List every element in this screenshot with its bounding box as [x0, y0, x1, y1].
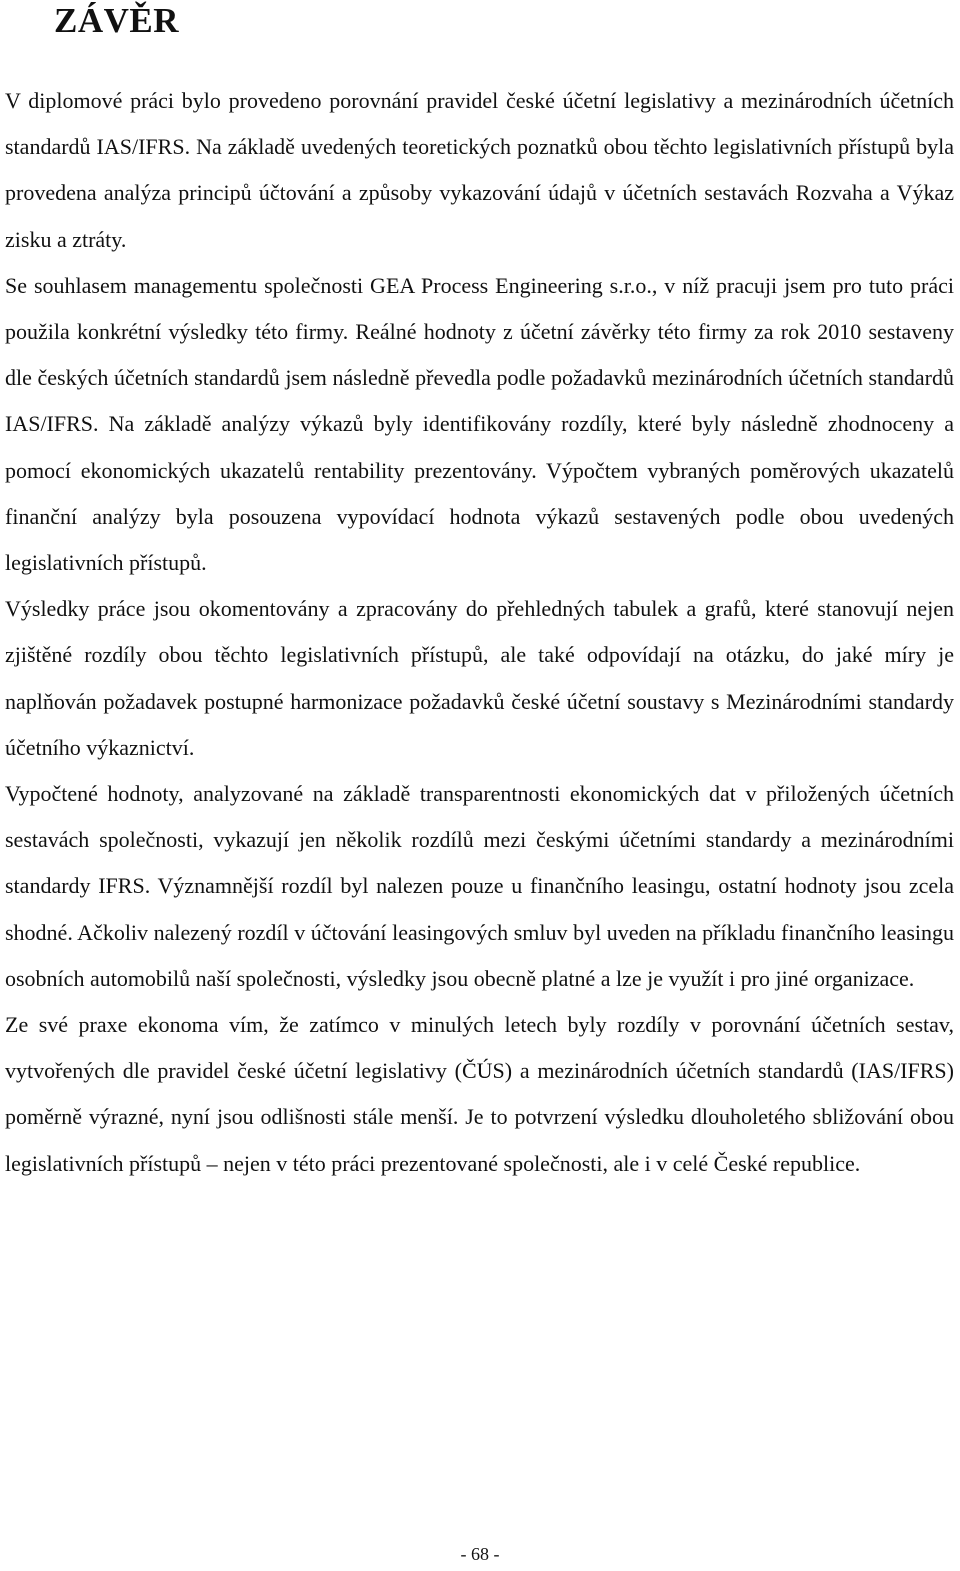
page-number: - 68 -	[460, 1544, 500, 1564]
paragraph-3: Výsledky práce jsou okomentovány a zpracovány do přehledných tabulek a grafů, které stanovují nejen zjištěné rozdíly obou těchto legislativních přístupů, ale také odpovídají na otázku, do jaké míry je naplňován požadavek postupné harmonizace požadavků české účetní soustavy s Mezinárodními standardy účetního výkaznictví.	[5, 596, 954, 760]
paragraph-5: Ze své praxe ekonoma vím, že zatímco v minulých letech byly rozdíly v porovnání účetních sestav, vytvořených dle pravidel české účetní legislativy (ČÚS) a mezinárodních účetních standardů (IAS/IFRS) poměrně výrazné, nyní jsou odlišnosti stále menší. Je to potvrzení výsledku dlouholetého sbližování obou legislativních přístupů – nejen v této práci prezentované společnosti, ale i v celé České republice.	[5, 1012, 954, 1176]
page-heading: ZÁVĚR	[54, 1, 180, 40]
paragraph-1: V diplomové práci bylo provedeno porovnání pravidel české účetní legislativy a mezinárodních účetních standardů IAS/IFRS. Na základě uvedených teoretických poznatků obou těchto legislativních přístupů byla provedena analýza principů účtování a způsoby vykazování údajů v účetních sestavách Rozvaha a Výkaz zisku a ztráty.	[5, 88, 954, 252]
body-text	[5, 78, 954, 1187]
paragraph-2: Se souhlasem managementu společnosti GEA Process Engineering s.r.o., v níž pracuji jsem pro tuto práci použila konkrétní výsledky této firmy. Reálné hodnoty z účetní závěrky této firmy za rok 2010 sestaveny dle českých účetních standardů jsem následně převedla podle požadavků mezinárodních účetních standardů IAS/IFRS. Na základě analýzy výkazů byly identifikovány rozdíly, které byly následně zhodnoceny a pomocí ekonomických ukazatelů rentability prezentovány. Výpočtem vybraných poměrových ukazatelů finanční analýzy byla posouzena vypovídací hodnota výkazů sestavených podle obou uvedených legislativních přístupů.	[5, 272, 954, 576]
paragraph-4: Vypočtené hodnoty, analyzované na základě transparentnosti ekonomických dat v přiložených účetních sestavách společnosti, vykazují jen několik rozdílů mezi českými účetními standardy a mezinárodními standardy IFRS. Významnější rozdíl byl nalezen pouze u finančního leasingu, ostatní hodnoty jsou zcela shodné. Ačkoliv nalezený rozdíl v účtování leasingových smluv byl uveden na příkladu finančního leasingu osobních automobilů naší společnosti, výsledky jsou obecně platné a lze je využít i pro jiné organizace.	[5, 781, 954, 991]
